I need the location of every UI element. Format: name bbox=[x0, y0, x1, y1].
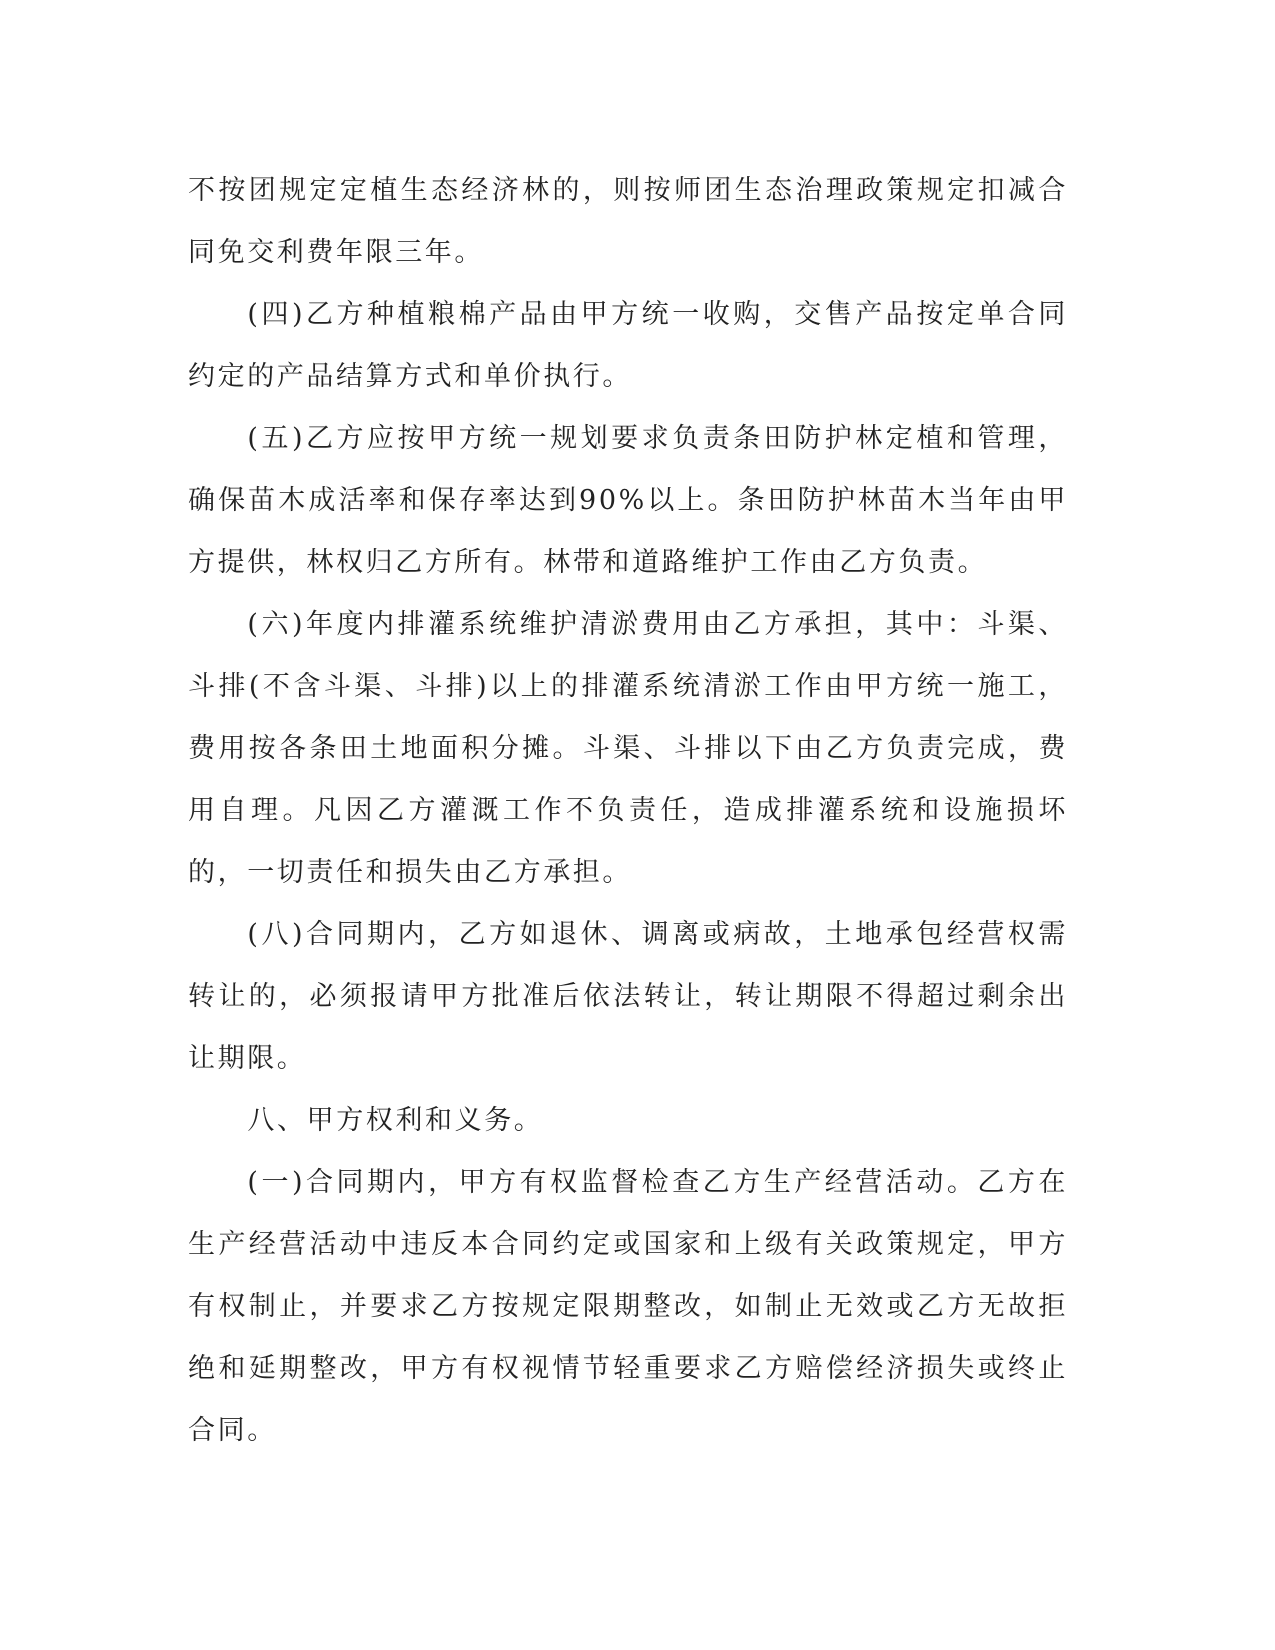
paragraph-clause-4: (四)乙方种植粮棉产品由甲方统一收购，交售产品按定单合同约定的产品结算方式和单价执行。 bbox=[188, 299, 1068, 392]
paragraph-clause-5: (五)乙方应按甲方统一规划要求负责条田防护林定植和管理，确保苗木成活率和保存率达到90%以上。条田防护林苗木当年由甲方提供，林权归乙方所有。林带和道路维护工作由乙方负责。 bbox=[188, 423, 1068, 578]
paragraph-continuation: 不按团规定定植生态经济林的，则按师团生态治理政策规定扣减合同免交利费年限三年。 bbox=[188, 175, 1068, 268]
document-body bbox=[188, 160, 1068, 1462]
paragraph-clause-8: (八)合同期内，乙方如退休、调离或病故，土地承包经营权需转让的，必须报请甲方批准后依法转让，转让期限不得超过剩余出让期限。 bbox=[188, 919, 1068, 1074]
paragraph-clause-1: (一)合同期内，甲方有权监督检查乙方生产经营活动。乙方在生产经营活动中违反本合同约定或国家和上级有关政策规定，甲方有权制止，并要求乙方按规定限期整改，如制止无效或乙方无故拒绝和延期整改，甲方有权视情节轻重要求乙方赔偿经济损失或终止合同。 bbox=[188, 1167, 1068, 1446]
paragraph-clause-6: (六)年度内排灌系统维护清淤费用由乙方承担，其中：斗渠、斗排(不含斗渠、斗排)以上的排灌系统清淤工作由甲方统一施工，费用按各条田土地面积分摊。斗渠、斗排以下由乙方负责完成，费用自理。凡因乙方灌溉工作不负责任，造成排灌系统和设施损坏的，一切责任和损失由乙方承担。 bbox=[188, 609, 1068, 888]
section-heading: 八、甲方权利和义务。 bbox=[247, 1105, 544, 1136]
